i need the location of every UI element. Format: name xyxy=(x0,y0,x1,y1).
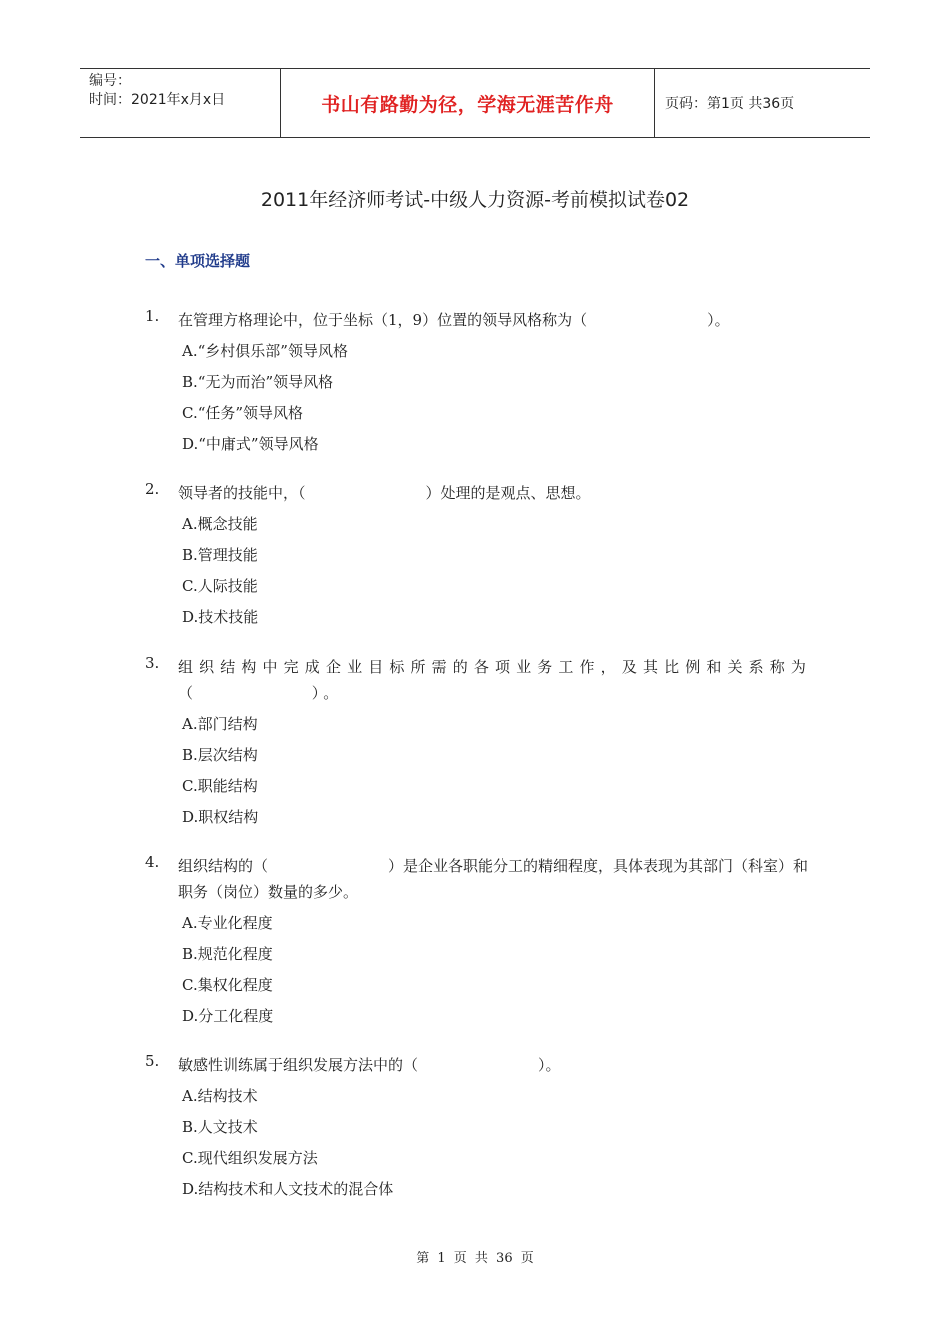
option-c: C.集权化程度 xyxy=(182,976,273,994)
question-stem: 敏感性训练属于组织发展方法中的（ ）。 xyxy=(178,1056,561,1074)
option-a: A.“乡村俱乐部”领导风格 xyxy=(182,342,348,360)
option-b: B.“无为而治”领导风格 xyxy=(182,373,334,391)
page-info: 页码：第1页 共36页 xyxy=(665,96,795,112)
header-table xyxy=(80,68,870,138)
option-a: A.部门结构 xyxy=(182,715,258,733)
option-c: C.“任务”领导风格 xyxy=(182,404,304,422)
section-title: 一、单项选择题 xyxy=(145,252,251,270)
option-d: D.技术技能 xyxy=(182,608,259,626)
header-page-cell xyxy=(655,69,870,137)
question-2 xyxy=(145,480,810,633)
question-3 xyxy=(145,654,810,833)
header-meta-cell xyxy=(80,69,281,137)
option-c: C.职能结构 xyxy=(182,777,258,795)
option-b: B.规范化程度 xyxy=(182,945,273,963)
option-c: C.人际技能 xyxy=(182,577,258,595)
option-d: D.分工化程度 xyxy=(182,1007,274,1025)
question-stem: 组织结构的（ ）是企业各职能分工的精细程度，具体表现为其部门（科室）和职务（岗位）数量的多少。 xyxy=(178,857,809,901)
question-stem: 在管理方格理论中，位于坐标（1，9）位置的领导风格称为（ ）。 xyxy=(178,311,730,329)
page-footer: 第 1 页 共 36 页 xyxy=(416,1251,534,1266)
motto: 书山有路勤为径，学海无涯苦作舟 xyxy=(321,93,614,116)
question-stem: 组织结构中完成企业目标所需的各项业务工作，及其比例和关系称为（ ）。 xyxy=(178,658,810,702)
option-a: A.专业化程度 xyxy=(182,914,273,932)
question-4 xyxy=(145,853,810,1032)
option-d: D.结构技术和人文技术的混合体 xyxy=(182,1180,394,1198)
serial-label: 编号： xyxy=(89,73,131,89)
question-number: 4. xyxy=(145,853,160,871)
option-b: B.层次结构 xyxy=(182,746,258,764)
option-d: D.“中庸式”领导风格 xyxy=(182,435,319,453)
header-motto-cell xyxy=(281,69,655,137)
option-a: A.结构技术 xyxy=(182,1087,258,1105)
question-number: 1. xyxy=(145,307,160,325)
document-title: 2011年经济师考试-中级人力资源-考前模拟试卷02 xyxy=(260,189,690,211)
option-a: A.概念技能 xyxy=(182,515,258,533)
question-stem: 领导者的技能中，（ ）处理的是观点、思想。 xyxy=(178,484,591,502)
option-d: D.职权结构 xyxy=(182,808,259,826)
question-number: 3. xyxy=(145,654,160,672)
option-b: B.管理技能 xyxy=(182,546,258,564)
option-b: B.人文技术 xyxy=(182,1118,258,1136)
question-5 xyxy=(145,1052,810,1205)
option-c: C.现代组织发展方法 xyxy=(182,1149,318,1167)
question-number: 2. xyxy=(145,480,160,498)
question-number: 5. xyxy=(145,1052,160,1070)
question-1 xyxy=(145,307,810,460)
time-label: 时间：2021年x月x日 xyxy=(89,92,226,108)
